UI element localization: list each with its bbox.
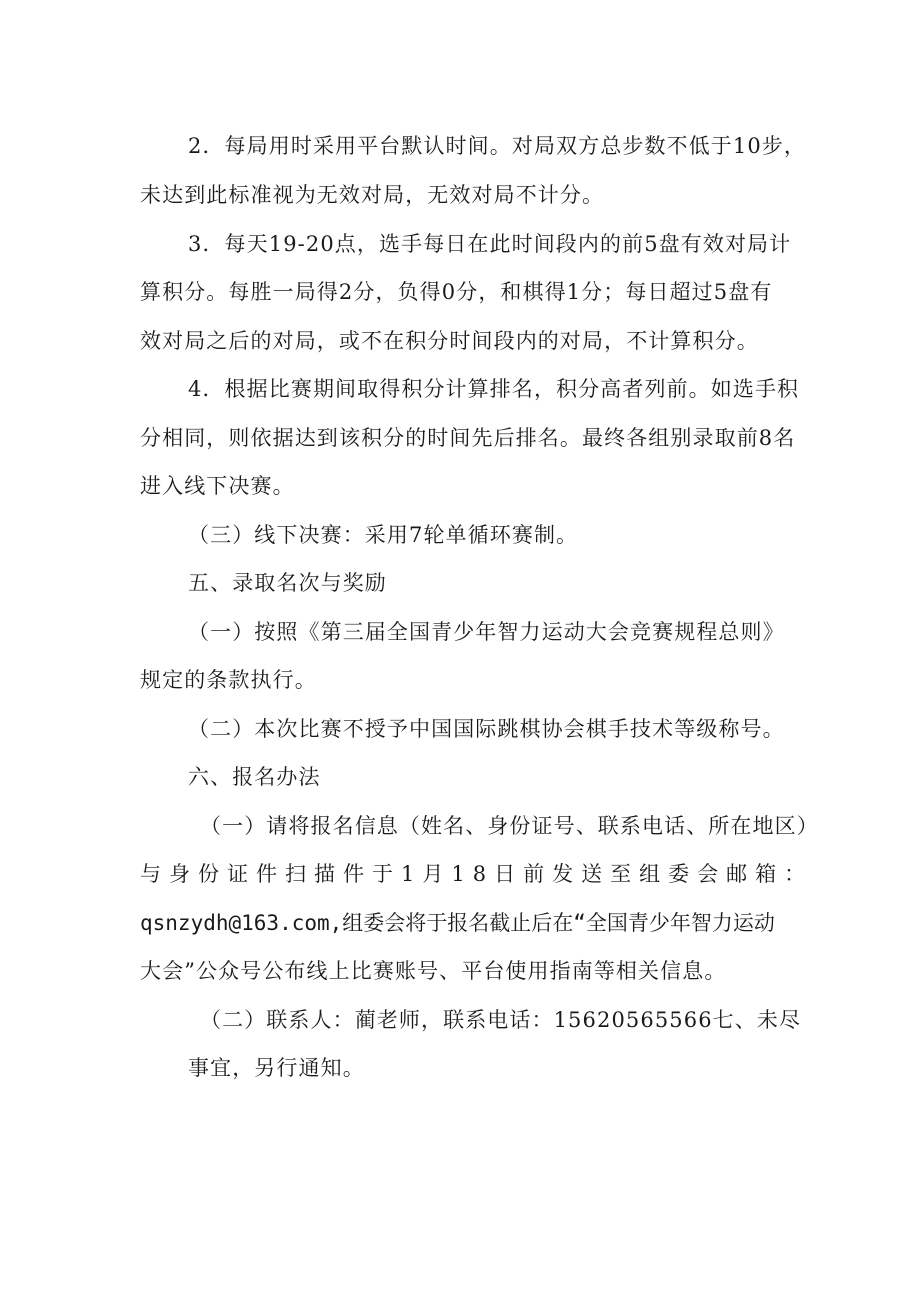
section-5-heading: 五、录取名次与奖励	[188, 571, 387, 595]
rule-3-line-2: 算积分。每胜一局得2分，负得0分，和棋得1分；每日超过5盘有	[140, 280, 773, 304]
section-5-item-2-line: （二）本次比赛不授予中国国际跳棋协会棋手技术等级称号。	[188, 717, 785, 741]
section-6-email-line: qsnzydh@163.com,组委会将于报名截止后在“全国青少年智力运动	[140, 911, 775, 935]
section-6-item-1-line-2: 与身份证件扫描件于1月18日前发送至组委会邮箱：	[140, 862, 814, 886]
rule-2-line-1: 2．每局用时采用平台默认时间。对局双方总步数不低于10步，	[188, 134, 806, 158]
rule-4-line-1: 4．根据比赛期间取得积分计算排名，积分高者列前。如选手积	[188, 377, 800, 401]
rule-4-line-3: 进入线下决赛。	[140, 474, 295, 498]
closing-line: 事宜，另行通知。	[188, 1056, 365, 1080]
rule-2-line-2: 未达到此标准视为无效对局，无效对局不计分。	[140, 183, 605, 207]
section-6-item-1-line-1: （一）请将报名信息（姓名、身份证号、联系电话、所在地区）	[200, 814, 819, 838]
rule-4-line-2: 分相同，则依据达到该积分的时间先后排名。最终各组别录取前8名	[140, 426, 796, 450]
section-5-item-1-line-1: （一）按照《第三届全国青少年智力运动大会竞赛规程总则》	[188, 620, 785, 644]
contact-line: （二）联系人：蔺老师，联系电话：15620565566七、未尽	[200, 1008, 802, 1032]
section-6-item-1-line-4: 大会”公众号公布线上比赛账号、平台使用指南等相关信息。	[140, 959, 727, 983]
section-5-item-1-line-2: 规定的条款执行。	[140, 668, 317, 692]
section-6-heading: 六、报名办法	[188, 765, 321, 789]
rule-3-line-1: 3．每天19-20点，选手每日在此时间段内的前5盘有效对局计	[188, 232, 792, 256]
offline-final-line: （三）线下决赛：采用7轮单循环赛制。	[188, 523, 579, 547]
rule-3-line-3: 效对局之后的对局，或不在积分时间段内的对局，不计算积分。	[140, 329, 759, 353]
